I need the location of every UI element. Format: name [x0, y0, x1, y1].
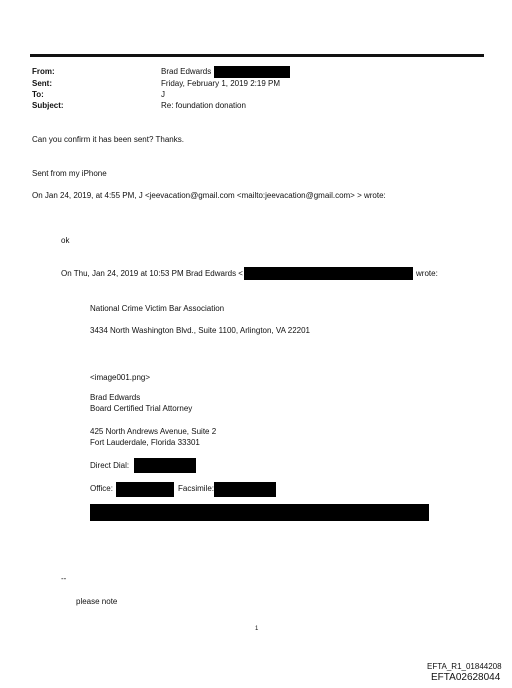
to-label: To:: [32, 90, 44, 99]
sent-value: Friday, February 1, 2019 2:19 PM: [161, 79, 281, 88]
from-value: Brad Edwards: [161, 67, 212, 76]
signature-title: Board Certified Trial Attorney: [90, 404, 193, 413]
quoted-ok: ok: [61, 236, 70, 245]
redaction-direct-dial: [134, 458, 196, 473]
to-value: J: [161, 90, 165, 99]
footer-id-1: EFTA_R1_01844208: [427, 662, 502, 671]
redaction-facsimile: [214, 482, 276, 497]
signature-dashes: --: [61, 574, 67, 583]
body-line-on-date: On Jan 24, 2019, at 4:55 PM, J <jeevacation@gmail.com <mailto:jeevacation@gmail.com> > wrote:: [32, 191, 386, 200]
image-placeholder: <image001.png>: [90, 373, 151, 382]
body-line-confirm: Can you confirm it has been sent? Thanks.: [32, 135, 184, 144]
footer-id-2: EFTA02628044: [431, 672, 501, 683]
from-label: From:: [32, 67, 55, 76]
direct-dial-label: Direct Dial:: [90, 461, 130, 470]
signature-address-1: 425 North Andrews Avenue, Suite 2: [90, 427, 217, 436]
quoted-intro: On Thu, Jan 24, 2019 at 10:53 PM Brad Edwards <: [61, 269, 243, 278]
body-line-sent-from: Sent from my iPhone: [32, 169, 107, 178]
page-number: 1: [255, 626, 259, 632]
redaction-office: [116, 482, 174, 497]
please-note: please note: [76, 597, 118, 606]
org-address: 3434 North Washington Blvd., Suite 1100, Arlington, VA 22201: [90, 326, 310, 335]
signature-address-2: Fort Lauderdale, Florida 33301: [90, 438, 200, 447]
org-name: National Crime Victim Bar Association: [90, 304, 225, 313]
redaction-from-email: [214, 66, 290, 78]
redaction-quoted-email: [244, 267, 413, 280]
sent-label: Sent:: [32, 79, 52, 88]
office-label: Office:: [90, 484, 113, 493]
signature-name: Brad Edwards: [90, 393, 141, 402]
header-rule: [30, 54, 484, 57]
subject-label: Subject:: [32, 101, 64, 110]
quoted-wrote: wrote:: [416, 269, 438, 278]
redaction-block: [90, 504, 429, 521]
subject-value: Re: foundation donation: [161, 101, 246, 110]
facsimile-label: Facsimile:: [178, 484, 215, 493]
